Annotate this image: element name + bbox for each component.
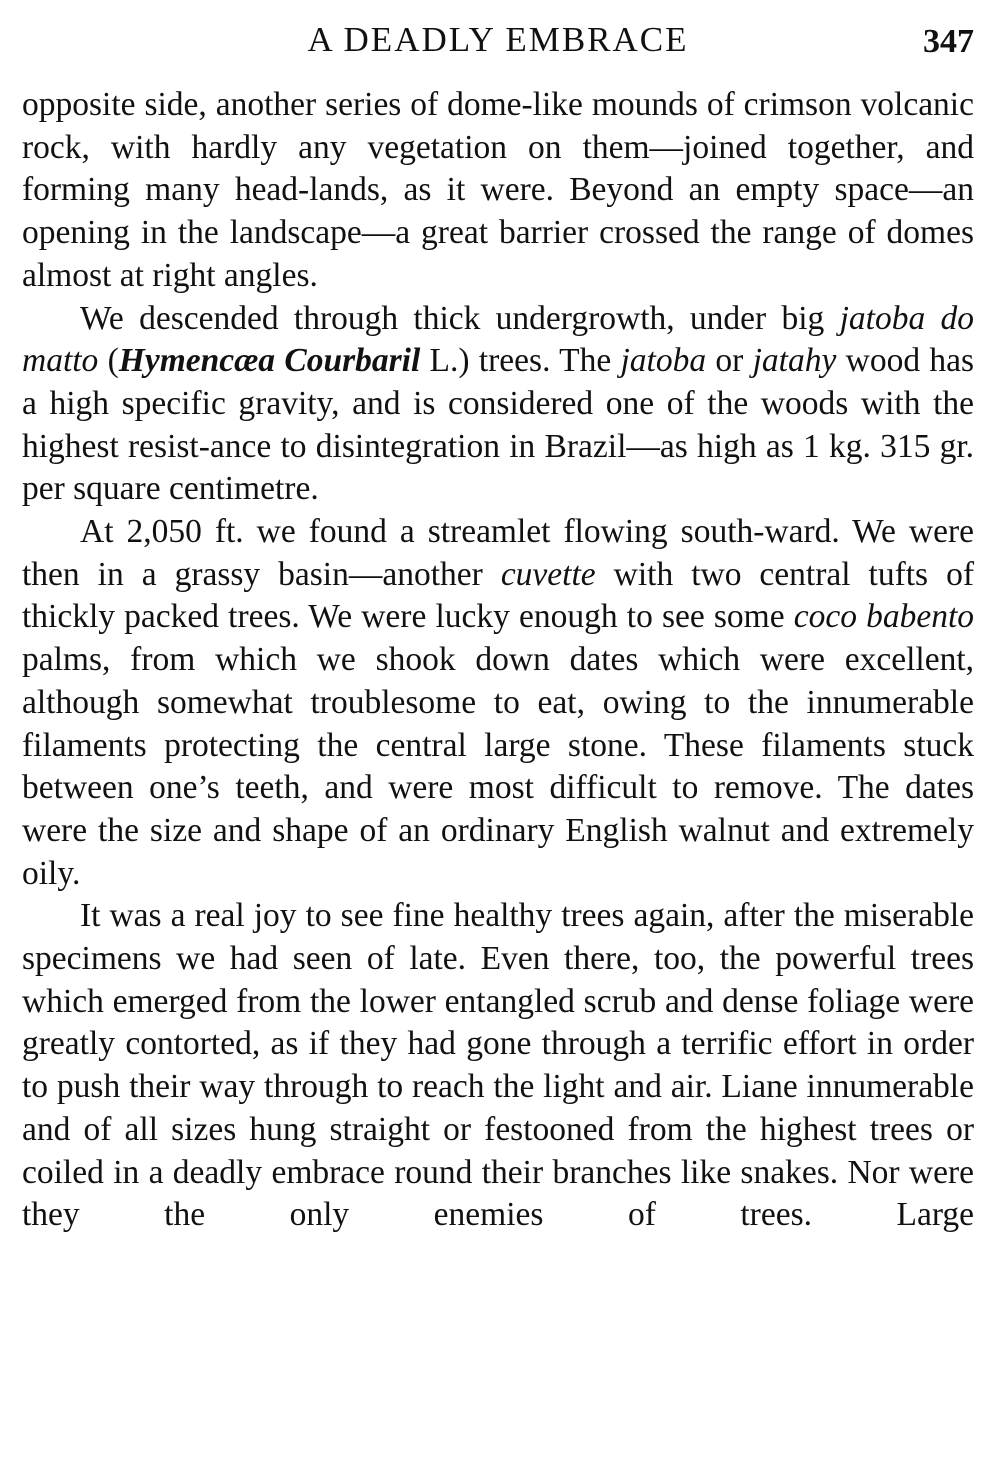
page-number: 347	[923, 23, 974, 60]
scientific-name: Hymencæa Courbaril	[118, 342, 421, 380]
text-run: palms, from which we shook down dates which were excellent, although somewhat troublesome to eat, owing to the innumerable filaments protecting the central large stone. These filaments stuck between one’s teeth, and were most difficult to remove. The dates were the size and shape of an ordinary English walnut and extremely oily.	[22, 641, 974, 892]
paragraph	[22, 84, 974, 298]
text-run: or	[706, 342, 753, 380]
paragraph	[22, 298, 974, 512]
text-run: It was a real joy to see fine healthy trees again, after the miserable specimens we had seen of late. Even there, too, the powerful trees which emerged from the lower entangled scrub and dense foliage were greatly contorted, as if they had gone through a terrific effort in order to push their way through to reach the light and air. Liane innumerable and of all sizes hung straight or festooned from the highest trees or coiled in a deadly embrace round their branches like snakes. Nor were they the only enemies of trees. Large	[22, 897, 974, 1234]
paragraph	[22, 511, 974, 895]
text-run: (	[98, 342, 119, 380]
paragraph	[22, 895, 974, 1237]
italic-term: jatoba	[620, 342, 707, 380]
text-run: wood has a high specific gravity, and is considered one of the woods with the highest resist-ance to disintegration in Brazil—as high as 1 kg. 315 gr. per square centimetre.	[22, 342, 975, 508]
italic-term: cuvette	[500, 555, 596, 593]
text-run: with two central tufts of thickly packed trees. We were lucky enough to see some	[22, 555, 974, 636]
text-run: L.) trees. The	[420, 342, 621, 380]
running-head	[22, 18, 974, 62]
running-title: A DEADLY EMBRACE	[307, 20, 689, 59]
text-run: opposite side, another series of dome-like mounds of crimson volcanic rock, with hardly any vegetation on them—joined together, and forming many head-lands, as it were. Beyond an empty space—an opening in the landscape—a great barrier crossed the range of domes almost at right angles.	[22, 86, 974, 294]
italic-term: coco babento	[793, 598, 974, 636]
text-run: We descended through thick undergrowth, under big	[80, 299, 840, 337]
italic-term: jatoba do matto	[22, 299, 974, 380]
italic-term: jatahy	[752, 342, 837, 380]
body-text	[22, 84, 974, 1237]
text-run: At 2,050 ft. we found a streamlet flowing south-ward. We were then in a grassy basin—another	[22, 513, 974, 593]
